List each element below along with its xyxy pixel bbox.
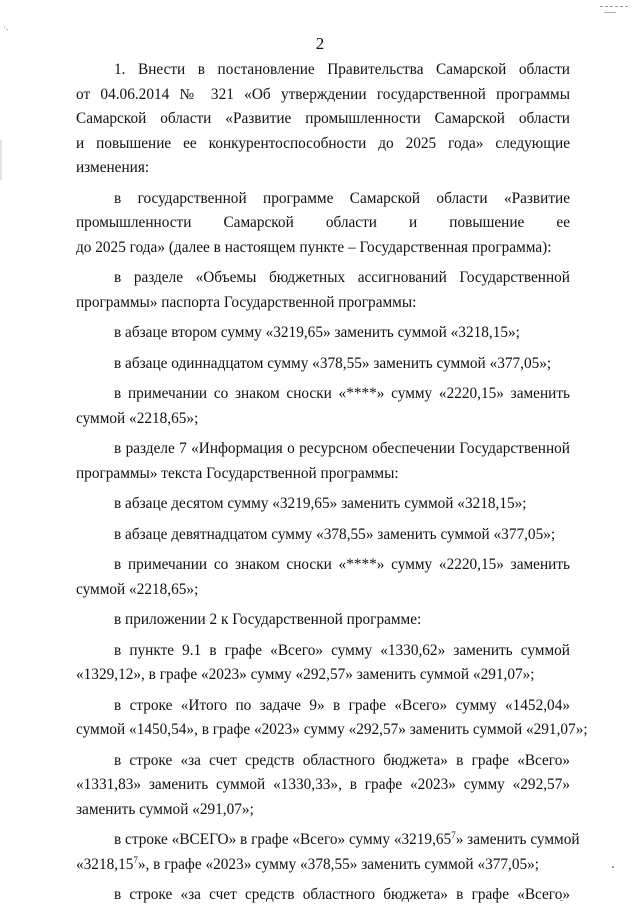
paragraph (76, 187, 570, 261)
text-line: суммой «2218,65»; (76, 409, 199, 427)
paragraph (76, 828, 580, 877)
text-line: суммой «1450,54», в графе «2023» сумму «292,57» заменить суммой «291,07»; (76, 721, 588, 738)
scan-mark (604, 12, 616, 13)
text-line: в приложении 2 к Государственной программе: (114, 611, 422, 628)
text-line: в абзаце десятом сумму «3219,65» заменить суммой «3218,15»; (114, 495, 527, 512)
text-line: в разделе «Объемы бюджетных ассигнований Государственной (114, 269, 570, 286)
text-line: «1331,83» заменить суммой «1330,33», в графе «2023» сумму «292,57» (76, 776, 570, 793)
text-line: до 2025 года» (далее в настоящем пункте – Государственная программа): (76, 238, 552, 256)
scan-speck (612, 866, 614, 868)
text-line: в государственной программе Самарской области «Развитие (114, 189, 570, 207)
paragraph (76, 608, 570, 633)
paragraph (76, 58, 570, 181)
paragraph (76, 492, 570, 517)
text-line: в строке «за счет средств областного бюджета» в графе «Всего» (114, 751, 570, 769)
paragraph (76, 382, 570, 431)
footnote-superscript: 7 (133, 854, 138, 865)
paragraph (76, 749, 570, 823)
text-line: в примечании со знаком сноски «****» сумму «2220,15» заменить (114, 556, 570, 573)
text-fragment: «3218,15 (76, 855, 134, 873)
text-line: в строке «за счет средств областного бюджета» в графе «Всего» (114, 886, 570, 903)
text-fragment: » заменить суммой (455, 831, 580, 848)
paragraph (76, 883, 570, 908)
text-line: Самарской области «Развитие промышленности Самарской области (76, 110, 570, 127)
text-line: в абзаце втором сумму «3219,65» заменить суммой «3218,15»; (114, 324, 520, 341)
paragraph (76, 321, 570, 346)
text-line: и повышение ее конкурентоспособности до 2025 года» следующие (76, 134, 570, 152)
text-line: в абзаце девятнадцатом сумму «378,55» заменить суммой «377,05»; (114, 525, 556, 543)
text-line: программы» паспорта Государственной программы: (76, 293, 417, 311)
text-line: в пункте 9.1 в графе «Всего» сумму «1330,62» заменить суммой (114, 641, 570, 659)
scan-mark (600, 6, 628, 9)
text-line (76, 853, 570, 878)
text-line: в разделе 7 «Информация о ресурсном обеспечении Государственной (114, 440, 570, 457)
document-body (76, 58, 588, 908)
text-line: «1329,12», в графе «2023» сумму «292,57» заменить суммой «291,07»; (76, 666, 535, 683)
scan-mark: '- (4, 25, 9, 34)
text-line: в абзаце одиннадцатом сумму «378,55» заменить суммой «377,05»; (114, 354, 552, 372)
text-line: программы» текста Государственной программы: (76, 464, 399, 482)
text-line: в примечании со знаком сноски «****» сумму «2220,15» заменить (114, 385, 570, 402)
text-line (76, 828, 580, 853)
text-line: от 04.06.2014 № 321 «Об утверждении государственной программы (76, 85, 570, 103)
footnote-superscript: 7 (451, 829, 456, 840)
paragraph (76, 639, 570, 688)
page-number: 2 (315, 34, 325, 53)
text-line: в строке «Итого по задаче 9» в графе «Всего» сумму «1452,04» (114, 696, 570, 714)
paragraph (76, 437, 570, 486)
text-line: заменить суммой «291,07»; (76, 800, 254, 818)
paragraph (76, 553, 570, 602)
text-fragment: в строке «ВСЕГО» в графе «Всего» сумму «3219,65 (114, 831, 452, 848)
text-line: суммой «2218,65»; (76, 580, 199, 598)
paragraph (76, 694, 588, 743)
paragraph (76, 523, 570, 548)
scan-edge (0, 140, 2, 180)
text-line: 1. Внести в постановление Правительства Самарской области (114, 61, 570, 78)
text-line: изменения: (76, 159, 150, 176)
text-line: промышленности Самарской области и повышение ее (76, 214, 570, 231)
paragraph (76, 266, 570, 315)
text-fragment: », в графе «2023» сумму «378,55» заменить суммой «377,05»; (137, 855, 540, 873)
paragraph (76, 352, 570, 377)
